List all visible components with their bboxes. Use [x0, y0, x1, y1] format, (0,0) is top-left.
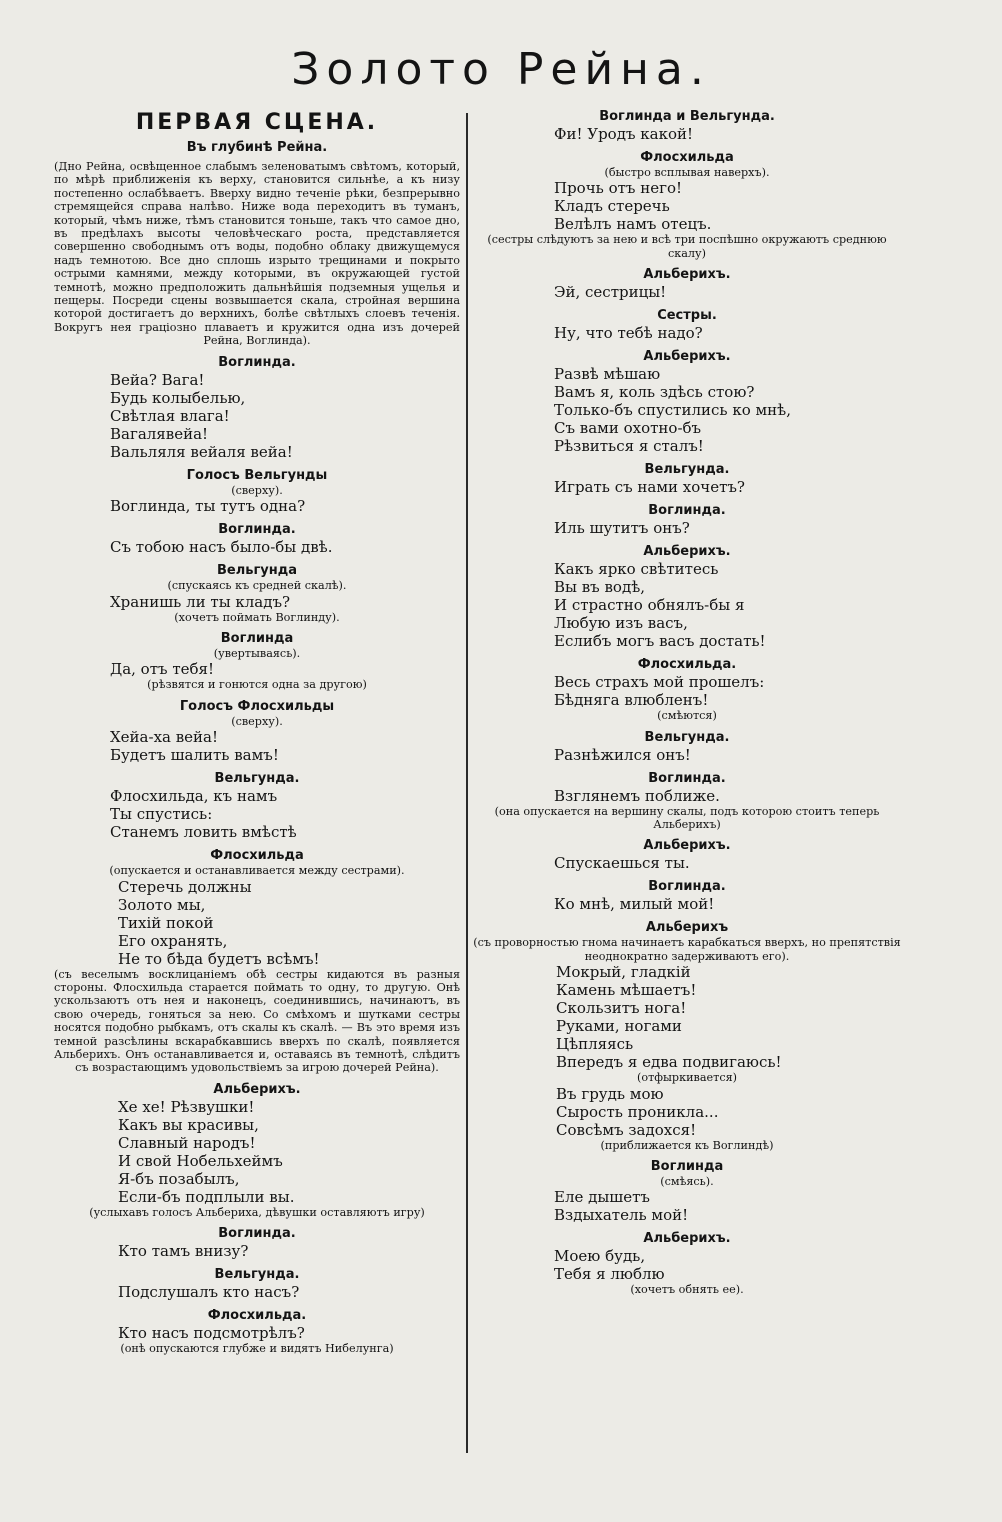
verse-line: Если-бъ подплыли вы.	[118, 1187, 295, 1206]
left-column	[54, 108, 460, 1356]
stage-direction: (сверху).	[231, 714, 283, 728]
verse-line: Какъ ярко свѣтитесь	[554, 560, 719, 579]
speaker-name: Альберихъ.	[643, 349, 731, 365]
speaker-name: Флосхильда.	[637, 657, 737, 673]
verse-line: Тихій покой	[118, 913, 214, 932]
speaker-name: Воглинда.	[648, 770, 726, 786]
speaker-name: Воглинда.	[218, 1226, 296, 1242]
stage-direction: (съ проворностью гнома начинаетъ карабкаться вверхъ, но препятствія неоднократно задерживаютъ его).	[473, 936, 901, 963]
verse-line: Мокрый, гладкій	[556, 963, 691, 982]
verse-line: Хе хе! Рѣзвушки!	[118, 1097, 255, 1116]
verse-line: Золото мы,	[118, 895, 206, 914]
stage-direction: (онѣ опускаются глубже и видятъ Нибелунга)	[120, 1342, 394, 1356]
speaker-name: Голосъ Флосхильды	[179, 698, 335, 714]
verse-line: Иль шутитъ онъ?	[554, 519, 690, 538]
speaker-name: Альберихъ.	[643, 544, 731, 560]
speaker-name: Воглинда	[220, 630, 294, 646]
verse-line: Какъ вы красивы,	[118, 1115, 259, 1134]
speaker-name: Воглинда.	[218, 522, 296, 538]
speaker-name: Вельгунда.	[644, 462, 730, 478]
page-title: Золото Рейна.	[291, 44, 711, 95]
verse-line: Подслушалъ кто насъ?	[118, 1283, 300, 1302]
verse-line: Разнѣжился онъ!	[554, 745, 691, 764]
verse-line: Цѣпляясь	[556, 1035, 634, 1054]
verse-line: Весь страхъ мой прошелъ:	[554, 673, 765, 692]
verse-line: Сырость проникла...	[556, 1102, 719, 1121]
verse-line: Не то бѣда будетъ всѣмъ!	[118, 949, 320, 968]
verse-line: Славный народъ!	[118, 1133, 256, 1152]
speaker-name: Альберихъ.	[643, 1231, 731, 1247]
verse-line: Ты спустись:	[110, 805, 213, 824]
speaker-name: Вельгунда.	[214, 771, 300, 787]
speaker-name: Флосхильда	[640, 150, 734, 165]
stage-direction: (сверху).	[231, 483, 283, 497]
verse-line: Велѣлъ намъ отецъ.	[554, 215, 712, 234]
verse-line: Совсѣмъ задохся!	[556, 1120, 697, 1139]
stage-direction: (приближается къ Воглиндѣ)	[600, 1138, 774, 1152]
stage-direction: (сестры слѣдуютъ за нею и всѣ три поспѣшно окружаютъ среднюю скалу)	[487, 233, 887, 260]
stage-direction: (хочетъ поймать Воглинду).	[174, 610, 340, 624]
stage-direction: (увертываясь).	[213, 646, 301, 660]
verse-line: Вагалявейа!	[110, 424, 209, 443]
speaker-name: Воглинда.	[218, 354, 296, 370]
speaker-name: Альберихъ.	[643, 838, 731, 854]
verse-line: Рѣзвиться я сталъ!	[554, 437, 704, 456]
verse-line: Вальляля вейаля вейа!	[110, 442, 293, 461]
verse-line: Я-бъ позабылъ,	[118, 1169, 240, 1188]
verse-line: Спускаешься ты.	[554, 854, 690, 873]
verse-line: Съ тобою насъ было-бы двѣ.	[110, 538, 333, 557]
verse-line: Кто насъ подсмотрѣлъ?	[118, 1324, 305, 1343]
verse-line: Вы въ водѣ,	[554, 578, 646, 597]
verse-line: Флосхильда, къ намъ	[110, 787, 278, 806]
verse-line: Еле дышетъ	[554, 1188, 650, 1207]
column-divider	[466, 113, 468, 1453]
speaker-name: Вельгунда	[217, 563, 297, 579]
verse-line: Воглинда, ты тутъ одна?	[110, 497, 306, 516]
verse-line: Руками, ногами	[556, 1017, 682, 1036]
verse-line: Играть съ нами хочетъ?	[554, 478, 745, 497]
verse-line: Любую изъ васъ,	[554, 614, 688, 633]
stage-direction: (рѣзвятся и гонются одна за другою)	[147, 678, 367, 692]
verse-line: Хранишь ли ты кладъ?	[110, 592, 291, 611]
verse-line: Бѣдняга влюбленъ!	[554, 691, 709, 710]
verse-line: Въ грудь мою	[556, 1084, 664, 1103]
speaker-name: Воглинда и Вельгунда.	[599, 109, 775, 124]
verse-line: Хейа-ха вейа!	[110, 728, 219, 747]
verse-line: Тебя я люблю	[554, 1265, 665, 1284]
verse-line: Вамъ я, коль здѣсь стою?	[554, 383, 755, 402]
verse-line: Ко мнѣ, милый мой!	[554, 895, 715, 914]
verse-line: Станемъ ловить вмѣстѣ	[110, 823, 297, 842]
verse-line: Эй, сестрицы!	[554, 283, 667, 302]
verse-line: Взглянемъ поближе.	[554, 786, 720, 805]
verse-line: Свѣтлая влага!	[110, 406, 230, 425]
verse-line: Только-бъ спустились ко мнѣ,	[554, 401, 791, 420]
verse-line: Будетъ шалить вамъ!	[110, 746, 279, 765]
verse-line: Стеречь должны	[118, 877, 252, 896]
stage-direction: (съ веселымъ восклицаніемъ обѣ сестры кидаются въ разныя стороны. Флосхильда старается поймать то одну, то другую. Онѣ ускользаютъ отъ нея и наконецъ, соединившись, начинаютъ, въ свою очередь, гоняться за нею. Со смѣхомъ и шутками сестры носятся подобно рыбкамъ, отъ скалы къ скалѣ. — Въ это время изъ темной разсѣлины вскарабкавшись вверхъ по скалѣ, появляется Альберихъ. Онъ останавливается и, оставаясь въ темнотѣ, слѣдитъ съ возрастающимъ удовольствіемъ за игрою дочерей Рейна).	[54, 967, 460, 1075]
verse-line: Съ вами охотно-бъ	[554, 419, 702, 438]
stage-direction: (смѣются)	[657, 709, 717, 723]
scene-location: Въ глубинѣ Рейна.	[186, 140, 328, 155]
stage-direction: (отфыркивается)	[636, 1071, 738, 1085]
verse-line: Еслибъ могъ васъ достать!	[554, 632, 766, 651]
verse-line: Ну, что тебѣ надо?	[554, 324, 703, 343]
verse-line: Развѣ мѣшаю	[554, 365, 661, 384]
verse-line: Моею будь,	[554, 1247, 646, 1266]
speaker-name: Альберихъ.	[213, 1081, 301, 1097]
speaker-name: Сестры.	[657, 308, 717, 324]
verse-line: Вздыхатель мой!	[554, 1206, 689, 1225]
verse-line: И страстно обнялъ-бы я	[554, 596, 745, 615]
stage-direction: (она опускается на вершину скалы, подъ которою стоитъ теперь Альберихъ)	[494, 804, 880, 832]
stage-direction: (смѣясь).	[660, 1175, 714, 1189]
verse-line: Его охранять,	[118, 931, 228, 950]
verse-line: Будь колыбелью,	[110, 388, 246, 407]
speaker-name: Альберихъ	[645, 920, 729, 936]
stage-direction: (услыхавъ голосъ Альбериха, дѣвушки оставляютъ игру)	[89, 1205, 425, 1219]
verse-line: Вейа? Вага!	[110, 370, 205, 389]
speaker-name: Вельгунда.	[644, 729, 730, 745]
verse-line: Скользитъ нога!	[556, 999, 687, 1018]
verse-line: Фи! Уродъ какой!	[554, 125, 694, 143]
stage-direction: (спускаясь къ средней скалѣ).	[167, 579, 347, 593]
right-column	[472, 108, 902, 1297]
speaker-name: Флосхильда.	[207, 1308, 307, 1324]
stage-direction: (быстро всплывая наверхъ).	[604, 166, 770, 179]
scene-heading: ПЕРВАЯ СЦЕНА.	[135, 110, 379, 135]
speaker-name: Голосъ Вельгунды	[186, 467, 328, 483]
speaker-name: Воглинда.	[648, 879, 726, 895]
stage-direction: (Дно Рейна, освѣщенное слабымъ зеленоватымъ свѣтомъ, который, по мѣрѣ приближенія къ верху, становится сильнѣе, а къ низу постепенно ослабѣваетъ. Вверху видно теченіе рѣки, безпрерывно стремящейся справа налѣво. Ниже вода переходитъ въ туманъ, который, чѣмъ ниже, тѣмъ становится тоньше, такъ что самое дно, въ предѣлахъ высоты человѣческаго роста, представляется совершенно свободнымъ отъ воды, подобно облаку движущемуся надъ темнотою. Все дно сплошь изрыто трещинами и покрыто острыми камнями, между которыми, въ окружающей густой темнотѣ, можно предположить дальнѣйшія подземныя ущелья и пещеры. Посреди сцены возвышается скала, стройная вершина которой достигаетъ до верхнихъ, болѣе свѣтлыхъ слоевъ теченія. Вокругъ нея граціозно плаваетъ и кружится одна изъ дочерей Рейна, Воглинда).	[54, 160, 460, 348]
speaker-name: Флосхильда	[210, 848, 304, 864]
stage-direction: (опускается и останавливается между сестрами).	[109, 864, 405, 878]
verse-line: Впередъ я едва подвигаюсь!	[556, 1053, 782, 1072]
verse-line: Кладъ стеречь	[554, 197, 670, 216]
verse-line: Кто тамъ внизу?	[118, 1242, 249, 1261]
stage-direction: (хочетъ обнять ее).	[630, 1283, 744, 1297]
speaker-name: Вельгунда.	[214, 1267, 300, 1283]
speaker-name: Воглинда.	[648, 503, 726, 519]
speaker-name: Воглинда	[650, 1159, 724, 1175]
verse-line: И свой Нобельхеймъ	[118, 1151, 283, 1170]
verse-line: Камень мѣшаетъ!	[556, 981, 697, 1000]
verse-line: Да, отъ тебя!	[110, 660, 215, 679]
speaker-name: Альберихъ.	[643, 267, 731, 283]
verse-line: Прочь отъ него!	[554, 179, 682, 198]
